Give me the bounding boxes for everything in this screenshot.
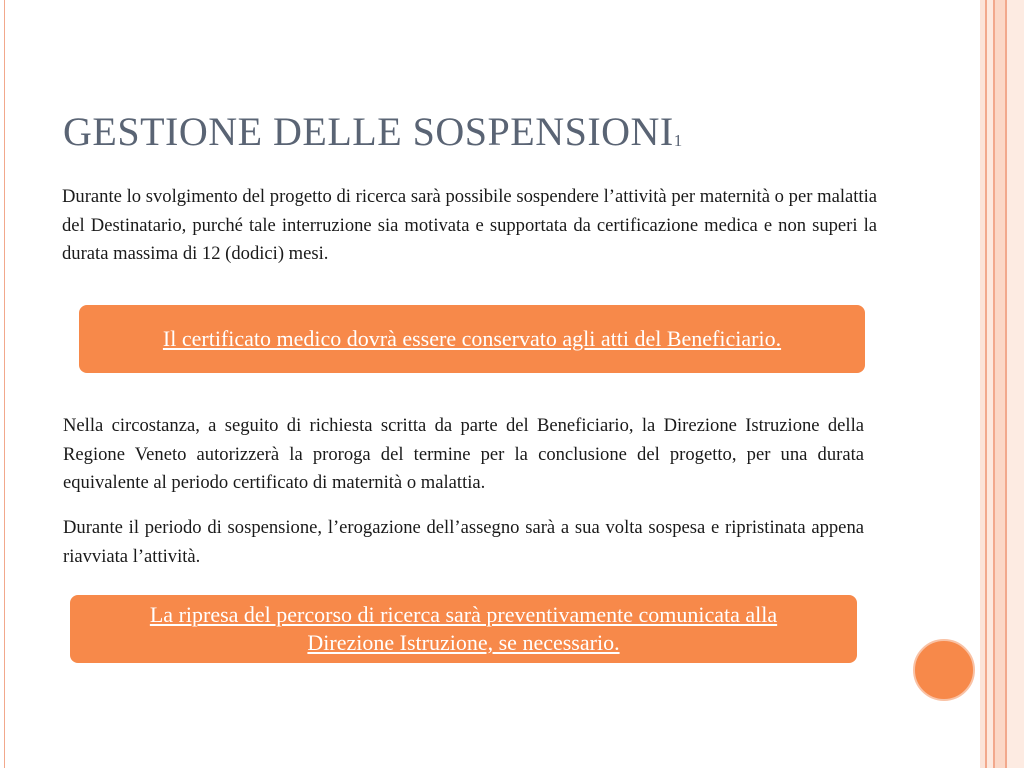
- paragraph-allowance-suspension: Durante il periodo di sospensione, l’erogazione dell’assegno sarà a sua volta sospesa e ripristinata appena riavviata l’attività.: [63, 517, 864, 567]
- callout-medical-certificate: [79, 305, 865, 373]
- title-footnote-number: 1: [673, 131, 683, 150]
- left-frame-line: [4, 0, 5, 768]
- callout-research-resumption: [70, 595, 857, 663]
- callout-medical-certificate-link[interactable]: Il certificato medico dovrà essere conservato agli atti del Beneficiario.: [162, 326, 782, 351]
- slide-title-text: GESTIONE DELLE SOSPENSIONI: [63, 109, 674, 154]
- decorative-side-stripes: [980, 0, 1024, 768]
- callout-research-resumption-link[interactable]: La ripresa del percorso di ricerca sarà preventivamente comunicata alla Direzione Istruzione, se necessario.: [149, 602, 778, 655]
- slide-title: [63, 108, 683, 155]
- paragraph-suspension-rules: Durante lo svolgimento del progetto di ricerca sarà possibile sospendere l’attività per maternità o per malattia del Destinatario, purché tale interruzione sia motivata e supportata da certificazione medica e non superi la durata massima di 12 (dodici) mesi.: [62, 186, 877, 264]
- paragraph-extension: Nella circostanza, a seguito di richiesta scritta da parte del Beneficiario, la Direzione Istruzione della Regione Veneto autorizzerà la proroga del termine per la conclusione del progetto, per una durata equivalente al periodo certificato di maternità o malattia.: [63, 415, 864, 493]
- decorative-circle: [913, 639, 975, 701]
